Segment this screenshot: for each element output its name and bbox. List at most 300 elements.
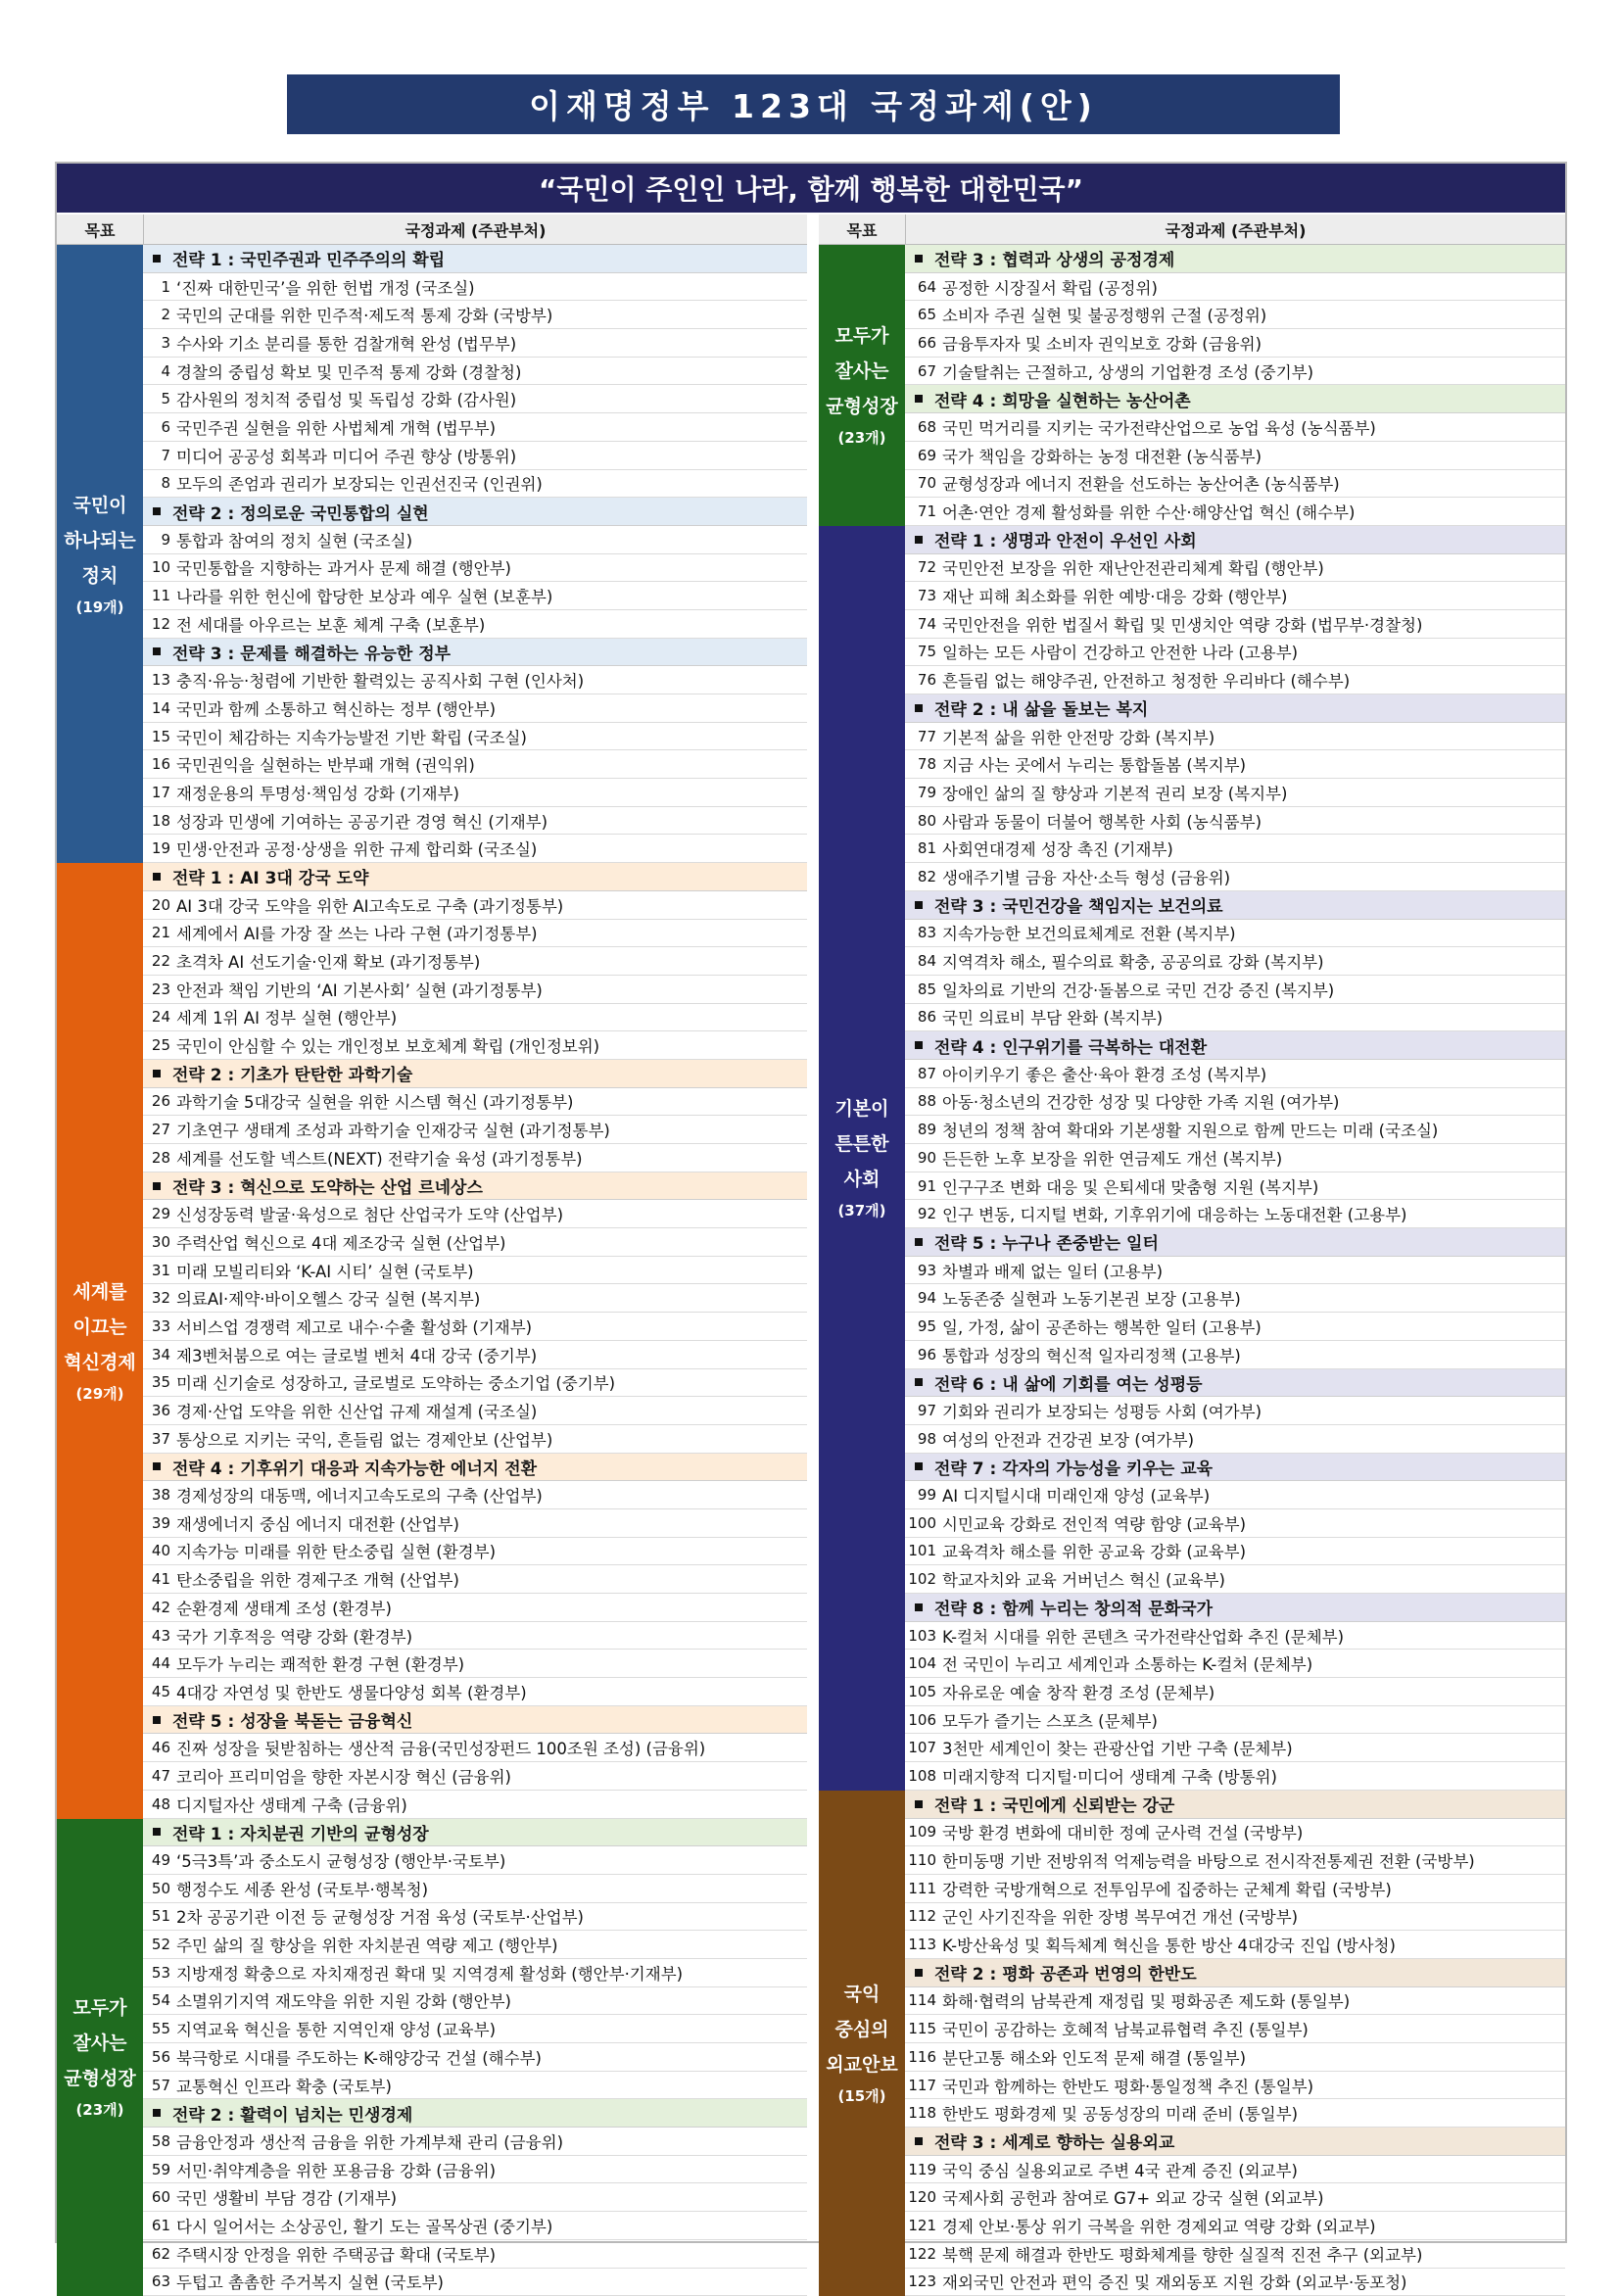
square-bullet-icon: [915, 1238, 923, 1246]
task-row: [143, 358, 807, 386]
task-row: [143, 1228, 807, 1257]
task-text: 일, 가정, 삶이 공존하는 행복한 일터 (고용부): [942, 1315, 1262, 1338]
task-row: [905, 639, 1565, 667]
task-text: 지금 사는 곳에서 누리는 통합돌봄 (복지부): [942, 752, 1246, 776]
square-bullet-icon: [153, 1070, 161, 1077]
goal-label: [57, 863, 143, 1818]
task-row: [905, 2269, 1565, 2296]
task-row: [905, 1734, 1565, 1762]
task-text: 성장과 민생에 기여하는 공공기관 경영 혁신 (기재부): [176, 809, 548, 833]
task-number: 4: [143, 362, 176, 380]
task-text: 어촌·연안 경제 활성화를 위한 수산·해양산업 혁신 (해수부): [942, 500, 1355, 523]
task-row: [905, 920, 1565, 948]
task-text: 재난 피해 최소화를 위한 예방·대응 강화 (행안부): [942, 584, 1287, 607]
task-row: [143, 2156, 807, 2184]
task-text: 신성장동력 발굴·육성으로 첨단 산업국가 도약 (산업부): [176, 1202, 563, 1225]
task-row: [143, 1594, 807, 1622]
task-number: 17: [143, 784, 176, 801]
task-row: [143, 1144, 807, 1172]
task-number: 28: [143, 1149, 176, 1167]
task-text: 국민이 안심할 수 있는 개인정보 보호체계 확립 (개인정보위): [176, 1033, 599, 1057]
task-text: 생애주기별 금융 자산·소득 형성 (금융위): [942, 865, 1230, 888]
goal-section: [57, 245, 807, 863]
task-row: [905, 1706, 1565, 1735]
strategy-title: 전략 4 : 기후위기 대응과 지속가능한 에너지 전환: [172, 1455, 537, 1479]
task-text: 차별과 배제 없는 일터 (고용부): [942, 1259, 1163, 1282]
task-text: 제3벤처붐으로 여는 글로벌 벤처 4대 강국 (중기부): [176, 1343, 537, 1366]
task-text: 사람과 동물이 더불어 행복한 사회 (농식품부): [942, 809, 1262, 833]
task-number: 55: [143, 2020, 176, 2037]
strategy-header: [143, 1454, 807, 1482]
square-bullet-icon: [915, 1041, 923, 1049]
goal-label: [819, 245, 905, 526]
strategy-title: 전략 1 : 자치분권 기반의 균형성장: [172, 1820, 429, 1844]
task-number: 78: [905, 755, 942, 773]
task-text: 지역격차 해소, 필수의료 확충, 공공의료 강화 (복지부): [942, 949, 1324, 973]
strategy-header: [905, 1369, 1565, 1398]
task-number: 88: [905, 1092, 942, 1110]
goal-count: (23개): [837, 424, 885, 452]
task-row: [143, 1369, 807, 1398]
strategy-header: [905, 694, 1565, 723]
task-number: 91: [905, 1177, 942, 1195]
left-column: [57, 215, 807, 2296]
task-row: [905, 1004, 1565, 1032]
task-row: [143, 2015, 807, 2043]
task-text: 안전과 책임 기반의 ‘AI 기본사회’ 실현 (과기정통부): [176, 978, 543, 1001]
task-text: 나라를 위한 헌신에 합당한 보상과 예우 실현 (보훈부): [176, 584, 552, 607]
task-row: [905, 1313, 1565, 1341]
task-number: 85: [905, 981, 942, 998]
task-number: 8: [143, 474, 176, 492]
square-bullet-icon: [915, 2137, 923, 2145]
task-text: 경제·산업 도약을 위한 신산업 규제 재설계 (국조실): [176, 1399, 537, 1422]
strategy-header: [143, 639, 807, 667]
task-row: [143, 470, 807, 499]
task-text: 지방재정 확충으로 자치재정권 확대 및 지역경제 활성화 (행안부·기재부): [176, 1961, 683, 1985]
goal-count: (37개): [837, 1197, 885, 1224]
strategy-header: [905, 1594, 1565, 1622]
strategy-header: [143, 1172, 807, 1201]
task-text: 재외국민 안전과 편익 증진 및 재외동포 지원 강화 (외교부·동포청): [942, 2270, 1407, 2293]
strategy-header: [143, 1706, 807, 1735]
task-text: 주택시장 안정을 위한 주택공급 확대 (국토부): [176, 2242, 496, 2266]
task-number: 44: [143, 1654, 176, 1672]
task-number: 90: [905, 1149, 942, 1167]
task-row: [143, 891, 807, 920]
task-row: [143, 779, 807, 807]
task-row: [905, 1678, 1565, 1706]
task-number: 35: [143, 1373, 176, 1391]
task-number: 65: [905, 306, 942, 323]
strategy-title: 전략 7 : 각자의 가능성을 키우는 교육: [934, 1455, 1213, 1479]
task-row: [143, 526, 807, 554]
task-text: 세계 1위 AI 정부 실현 (행안부): [176, 1005, 397, 1028]
strategy-title: 전략 2 : 정의로운 국민통합의 실현: [172, 500, 429, 524]
goal-list: [819, 245, 1565, 2296]
task-number: 16: [143, 755, 176, 773]
task-text: 모두의 존엄과 권리가 보장되는 인권선진국 (인권위): [176, 471, 543, 495]
task-text: AI 디지털시대 미래인재 양성 (교육부): [942, 1483, 1210, 1507]
task-text: 4대강 자연성 및 한반도 생물다양성 회복 (환경부): [176, 1680, 527, 1703]
task-number: 38: [143, 1486, 176, 1504]
goal-count: (19개): [75, 594, 123, 621]
task-row: [905, 863, 1565, 891]
task-text: 재정운용의 투명성·책임성 강화 (기재부): [176, 781, 459, 804]
goal-label: [819, 526, 905, 1791]
task-text: 장애인 삶의 질 향상과 기본적 권리 보장 (복지부): [942, 781, 1287, 804]
square-bullet-icon: [153, 2109, 161, 2117]
task-number: 102: [905, 1570, 942, 1588]
task-number: 115: [905, 2020, 942, 2037]
task-number: 118: [905, 2104, 942, 2122]
task-number: 72: [905, 558, 942, 576]
goal-label-line: 세계를: [72, 1274, 126, 1310]
task-number: 46: [143, 1739, 176, 1756]
strategy-title: 전략 3 : 세계로 향하는 실용외교: [934, 2129, 1174, 2153]
task-number: 84: [905, 952, 942, 970]
task-text: 사회연대경제 성장 촉진 (기재부): [942, 837, 1173, 860]
goal-label-line: 외교안보: [826, 2047, 897, 2082]
strategy-header: [905, 891, 1565, 920]
task-row: [143, 2128, 807, 2156]
goal-label-line: 사회: [844, 1162, 881, 1197]
task-row: [905, 1116, 1565, 1144]
task-number: 51: [143, 1907, 176, 1925]
task-row: [143, 1397, 807, 1425]
task-number: 11: [143, 587, 176, 604]
task-text: 국민통합을 지향하는 과거사 문제 해결 (행안부): [176, 555, 511, 579]
square-bullet-icon: [915, 536, 923, 544]
task-text: 자유로운 예술 창작 환경 조성 (문체부): [942, 1680, 1214, 1703]
task-number: 70: [905, 474, 942, 492]
task-row: [905, 1931, 1565, 1959]
task-row: [143, 1650, 807, 1678]
square-bullet-icon: [153, 255, 161, 263]
strategy-header: [143, 1819, 807, 1847]
goal-label-line: 이끄는: [72, 1310, 126, 1345]
task-row: [905, 666, 1565, 694]
task-row: [905, 1397, 1565, 1425]
goal-body: [143, 1819, 807, 2296]
task-number: 82: [905, 868, 942, 885]
task-number: 107: [905, 1739, 942, 1756]
task-text: 국민 생활비 부담 경감 (기재부): [176, 2185, 397, 2209]
task-number: 66: [905, 334, 942, 352]
square-bullet-icon: [915, 255, 923, 263]
task-row: [905, 750, 1565, 779]
task-text: 여성의 안전과 건강권 보장 (여가부): [942, 1427, 1194, 1451]
goal-count: (15개): [837, 2082, 885, 2110]
task-number: 62: [143, 2245, 176, 2263]
task-number: 10: [143, 558, 176, 576]
task-text: 국민 먹거리를 지키는 국가전략산업으로 농업 육성 (농식품부): [942, 415, 1376, 439]
task-text: 국민안전 보장을 위한 재난안전관리체계 확립 (행안부): [942, 555, 1324, 579]
task-row: [143, 694, 807, 723]
task-text: ‘진짜 대한민국’을 위한 헌법 개정 (국조실): [176, 275, 475, 299]
task-row: [143, 2183, 807, 2212]
task-number: 7: [143, 447, 176, 464]
task-row: [143, 1257, 807, 1285]
strategy-title: 전략 3 : 혁신으로 도약하는 산업 르네상스: [172, 1173, 483, 1198]
task-number: 13: [143, 671, 176, 689]
task-number: 1: [143, 278, 176, 296]
header-goal: 목표: [57, 215, 144, 244]
task-number: 63: [143, 2272, 176, 2290]
task-text: 아이키우기 좋은 출산·육아 환경 조성 (복지부): [942, 1062, 1266, 1085]
goal-label-line: 정치: [82, 558, 119, 594]
task-row: [905, 554, 1565, 583]
header-task: 국정과제 (주관부처): [144, 215, 807, 244]
square-bullet-icon: [915, 1462, 923, 1470]
task-text: 재생에너지 중심 에너지 대전환 (산업부): [176, 1511, 459, 1535]
task-row: [905, 358, 1565, 386]
task-text: 금융투자자 및 소비자 권익보호 강화 (금융위): [942, 331, 1262, 355]
task-number: 71: [905, 502, 942, 520]
task-text: 미래 신기술로 성장하고, 글로벌로 도약하는 중소기업 (중기부): [176, 1370, 615, 1394]
task-row: [143, 920, 807, 948]
task-number: 32: [143, 1289, 176, 1307]
task-text: 국방 환경 변화에 대비한 정예 군사력 건설 (국방부): [942, 1820, 1303, 1843]
square-bullet-icon: [915, 395, 923, 403]
task-number: 122: [905, 2245, 942, 2263]
task-row: [905, 1481, 1565, 1509]
task-number: 76: [905, 671, 942, 689]
task-text: 과학기술 5대강국 실현을 위한 시스템 혁신 (과기정통부): [176, 1089, 574, 1113]
task-text: 국민이 체감하는 지속가능발전 기반 확립 (국조실): [176, 725, 527, 748]
task-number: 100: [905, 1514, 942, 1532]
task-number: 31: [143, 1262, 176, 1279]
task-number: 33: [143, 1317, 176, 1335]
task-row: [143, 835, 807, 863]
square-bullet-icon: [153, 1828, 161, 1836]
task-number: 21: [143, 924, 176, 941]
goal-label: [57, 1819, 143, 2296]
task-number: 73: [905, 587, 942, 604]
goal-label-line: 중심의: [834, 2012, 888, 2047]
task-text: 코리아 프리미엄을 향한 자본시장 혁신 (금융위): [176, 1764, 511, 1788]
task-text: 소멸위기지역 재도약을 위한 지원 강화 (행안부): [176, 1988, 511, 2012]
task-text: 미디어 공공성 회복과 미디어 주권 향상 (방통위): [176, 444, 516, 467]
task-number: 86: [905, 1008, 942, 1026]
task-row: [143, 750, 807, 779]
task-text: 국민권익을 실현하는 반부패 개혁 (권익위): [176, 752, 475, 776]
task-number: 24: [143, 1008, 176, 1026]
goal-count: (29개): [75, 1380, 123, 1408]
strategy-title: 전략 1 : 생명과 안전이 우선인 사회: [934, 527, 1197, 551]
task-number: 69: [905, 447, 942, 464]
task-row: [905, 1341, 1565, 1369]
strategy-title: 전략 6 : 내 삶에 기회를 여는 성평등: [934, 1370, 1203, 1395]
task-number: 97: [905, 1402, 942, 1419]
task-text: 인구구조 변화 대응 및 은퇴세대 맞춤형 지원 (복지부): [942, 1174, 1318, 1198]
task-row: [143, 329, 807, 358]
task-row: [905, 2212, 1565, 2240]
task-row: [143, 273, 807, 302]
square-bullet-icon: [915, 1603, 923, 1611]
page-title: 이재명정부 123대 국정과제(안): [287, 74, 1340, 134]
task-row: [143, 1903, 807, 1932]
task-row: [905, 1144, 1565, 1172]
goal-label-line: 모두가: [72, 1990, 126, 2026]
goal-label-line: 기본이: [834, 1091, 888, 1126]
task-text: 한반도 평화경제 및 공동성장의 미래 준비 (통일부): [942, 2101, 1298, 2125]
goal-label-line: 균형성장: [826, 389, 897, 424]
task-row: [905, 1565, 1565, 1594]
task-number: 3: [143, 334, 176, 352]
task-text: 청년의 정책 참여 확대와 기본생활 지원으로 함께 만드는 미래 (국조실): [942, 1118, 1438, 1141]
task-text: 미래지향적 디지털·미디어 생태계 구축 (방통위): [942, 1764, 1277, 1788]
square-bullet-icon: [915, 704, 923, 712]
strategy-title: 전략 2 : 기초가 탄탄한 과학기술: [172, 1061, 412, 1085]
task-number: 27: [143, 1121, 176, 1138]
task-row: [143, 442, 807, 470]
task-number: 60: [143, 2188, 176, 2206]
task-row: [143, 1875, 807, 1903]
slogan-banner: “국민이 주인인 나라, 함께 행복한 대한민국”: [57, 164, 1565, 213]
task-text: 경찰의 중립성 확보 및 민주적 통제 강화 (경찰청): [176, 359, 521, 383]
task-number: 79: [905, 784, 942, 801]
header-task: 국정과제 (주관부처): [906, 215, 1565, 244]
strategy-title: 전략 3 : 협력과 상생의 공정경제: [934, 246, 1174, 270]
task-text: 주력산업 혁신으로 4대 제조강국 실현 (산업부): [176, 1230, 506, 1254]
strategy-header: [143, 498, 807, 526]
task-text: 지속가능한 보건의료체계로 전환 (복지부): [942, 921, 1236, 944]
task-row: [905, 2043, 1565, 2072]
task-row: [905, 1060, 1565, 1088]
task-number: 119: [905, 2161, 942, 2178]
task-text: 북핵 문제 해결과 한반도 평화체계를 향한 실질적 진전 추구 (외교부): [942, 2242, 1422, 2266]
task-row: [905, 947, 1565, 976]
task-row: [143, 1959, 807, 1987]
task-text: 모두가 즐기는 스포츠 (문체부): [942, 1708, 1158, 1732]
task-number: 106: [905, 1711, 942, 1729]
square-bullet-icon: [915, 1969, 923, 1977]
strategy-header: [905, 1959, 1565, 1987]
task-row: [905, 1509, 1565, 1538]
task-row: [905, 1172, 1565, 1201]
task-text: 두텁고 촘촘한 주거복지 실현 (국토부): [176, 2270, 444, 2293]
column-header: [57, 215, 807, 245]
task-text: 소비자 주권 실현 및 불공정행위 근절 (공정위): [942, 303, 1266, 326]
task-row: [143, 723, 807, 751]
task-row: [905, 807, 1565, 836]
task-row: [905, 1425, 1565, 1454]
task-number: 103: [905, 1627, 942, 1645]
strategy-title: 전략 8 : 함께 누리는 창의적 문화국가: [934, 1595, 1213, 1619]
task-row: [143, 1762, 807, 1791]
task-number: 42: [143, 1599, 176, 1616]
task-number: 98: [905, 1430, 942, 1448]
task-number: 57: [143, 2077, 176, 2094]
task-text: 진짜 성장을 뒷받침하는 생산적 금융(국민성장펀드 100조원 조성) (금융위): [176, 1736, 705, 1759]
task-number: 96: [905, 1346, 942, 1363]
task-row: [905, 1622, 1565, 1650]
task-text: 교통혁신 인프라 확충 (국토부): [176, 2074, 392, 2097]
task-row: [143, 1088, 807, 1117]
task-text: 경제성장의 대동맥, 에너지고속도로의 구축 (산업부): [176, 1483, 543, 1507]
square-bullet-icon: [153, 1716, 161, 1724]
goal-label-line: 잘사는: [834, 354, 888, 389]
task-number: 92: [905, 1205, 942, 1222]
task-row: [143, 2269, 807, 2296]
task-row: [905, 2099, 1565, 2128]
task-row: [143, 1313, 807, 1341]
task-number: 105: [905, 1683, 942, 1700]
task-row: [143, 976, 807, 1004]
task-number: 109: [905, 1823, 942, 1841]
task-row: [905, 582, 1565, 610]
task-number: 108: [905, 1767, 942, 1785]
task-row: [143, 2043, 807, 2072]
task-text: 공정한 시장질서 확립 (공정위): [942, 275, 1158, 299]
task-row: [143, 1200, 807, 1228]
task-text: 감사원의 정치적 중립성 및 독립성 강화 (감사원): [176, 387, 516, 410]
goal-section: [57, 863, 807, 1818]
strategy-title: 전략 3 : 국민건강을 책임지는 보건의료: [934, 892, 1223, 917]
goal-section: [819, 245, 1565, 526]
strategy-title: 전략 2 : 활력이 넘치는 민생경제: [172, 2101, 412, 2126]
goal-section: [819, 526, 1565, 1791]
task-row: [143, 1734, 807, 1762]
task-number: 61: [143, 2217, 176, 2234]
task-number: 48: [143, 1795, 176, 1813]
task-text: 충직·유능·청렴에 기반한 활력있는 공직사회 구현 (인사처): [176, 668, 584, 692]
strategy-header: [905, 526, 1565, 554]
task-text: 든든한 노후 보장을 위한 연금제도 개선 (복지부): [942, 1146, 1282, 1170]
goal-section: [57, 1819, 807, 2296]
square-bullet-icon: [153, 1462, 161, 1470]
goal-body: [905, 526, 1565, 1791]
task-row: [905, 1762, 1565, 1791]
task-text: 주민 삶의 질 향상을 위한 자치분권 역량 제고 (행안부): [176, 1933, 558, 1956]
task-text: 흔들림 없는 해양주권, 안전하고 청정한 우리바다 (해수부): [942, 668, 1350, 692]
task-text: 국민과 함께 소통하고 혁신하는 정부 (행안부): [176, 696, 496, 720]
task-number: 89: [905, 1121, 942, 1138]
task-number: 117: [905, 2077, 942, 2094]
task-row: [143, 2212, 807, 2240]
strategy-header: [905, 1454, 1565, 1482]
strategy-header: [143, 863, 807, 891]
goal-body: [143, 863, 807, 1818]
task-row: [905, 610, 1565, 639]
task-text: ‘5극3특’과 중소도시 균형성장 (행안부·국토부): [176, 1848, 505, 1872]
task-number: 99: [905, 1486, 942, 1504]
task-text: 다시 일어서는 소상공인, 활기 도는 골목상권 (중기부): [176, 2214, 552, 2237]
goal-body: [905, 245, 1565, 526]
task-text: 국민안전을 위한 법질서 확립 및 민생치안 역량 강화 (법무부·경찰청): [942, 612, 1422, 636]
task-text: 금융안정과 생산적 금융을 위한 가계부채 관리 (금융위): [176, 2129, 563, 2153]
task-row: [905, 1088, 1565, 1117]
task-text: 기술탈취는 근절하고, 상생의 기업환경 조성 (중기부): [942, 359, 1313, 383]
task-row: [905, 779, 1565, 807]
goal-label-line: 튼튼한: [834, 1126, 888, 1162]
task-number: 39: [143, 1514, 176, 1532]
task-text: 순환경제 생태계 조성 (환경부): [176, 1596, 392, 1619]
task-row: [143, 1791, 807, 1819]
task-text: 국가 책임을 강화하는 농정 대전환 (농식품부): [942, 444, 1262, 467]
task-row: [143, 1987, 807, 2016]
task-text: 지역교육 혁신을 통한 지역인재 양성 (교육부): [176, 2017, 496, 2040]
task-number: 18: [143, 812, 176, 830]
task-text: 기회와 권리가 보장되는 성평등 사회 (여가부): [942, 1399, 1262, 1422]
task-text: 미래 모빌리티와 ‘K-AI 시티’ 실현 (국토부): [176, 1259, 474, 1282]
task-text: 모두가 누리는 쾌적한 환경 구현 (환경부): [176, 1651, 464, 1675]
task-number: 74: [905, 615, 942, 633]
task-text: 통상으로 지키는 국익, 흔들림 없는 경제안보 (산업부): [176, 1427, 552, 1451]
square-bullet-icon: [153, 873, 161, 881]
task-text: 분단고통 해소와 인도적 문제 해결 (통일부): [942, 2045, 1246, 2069]
